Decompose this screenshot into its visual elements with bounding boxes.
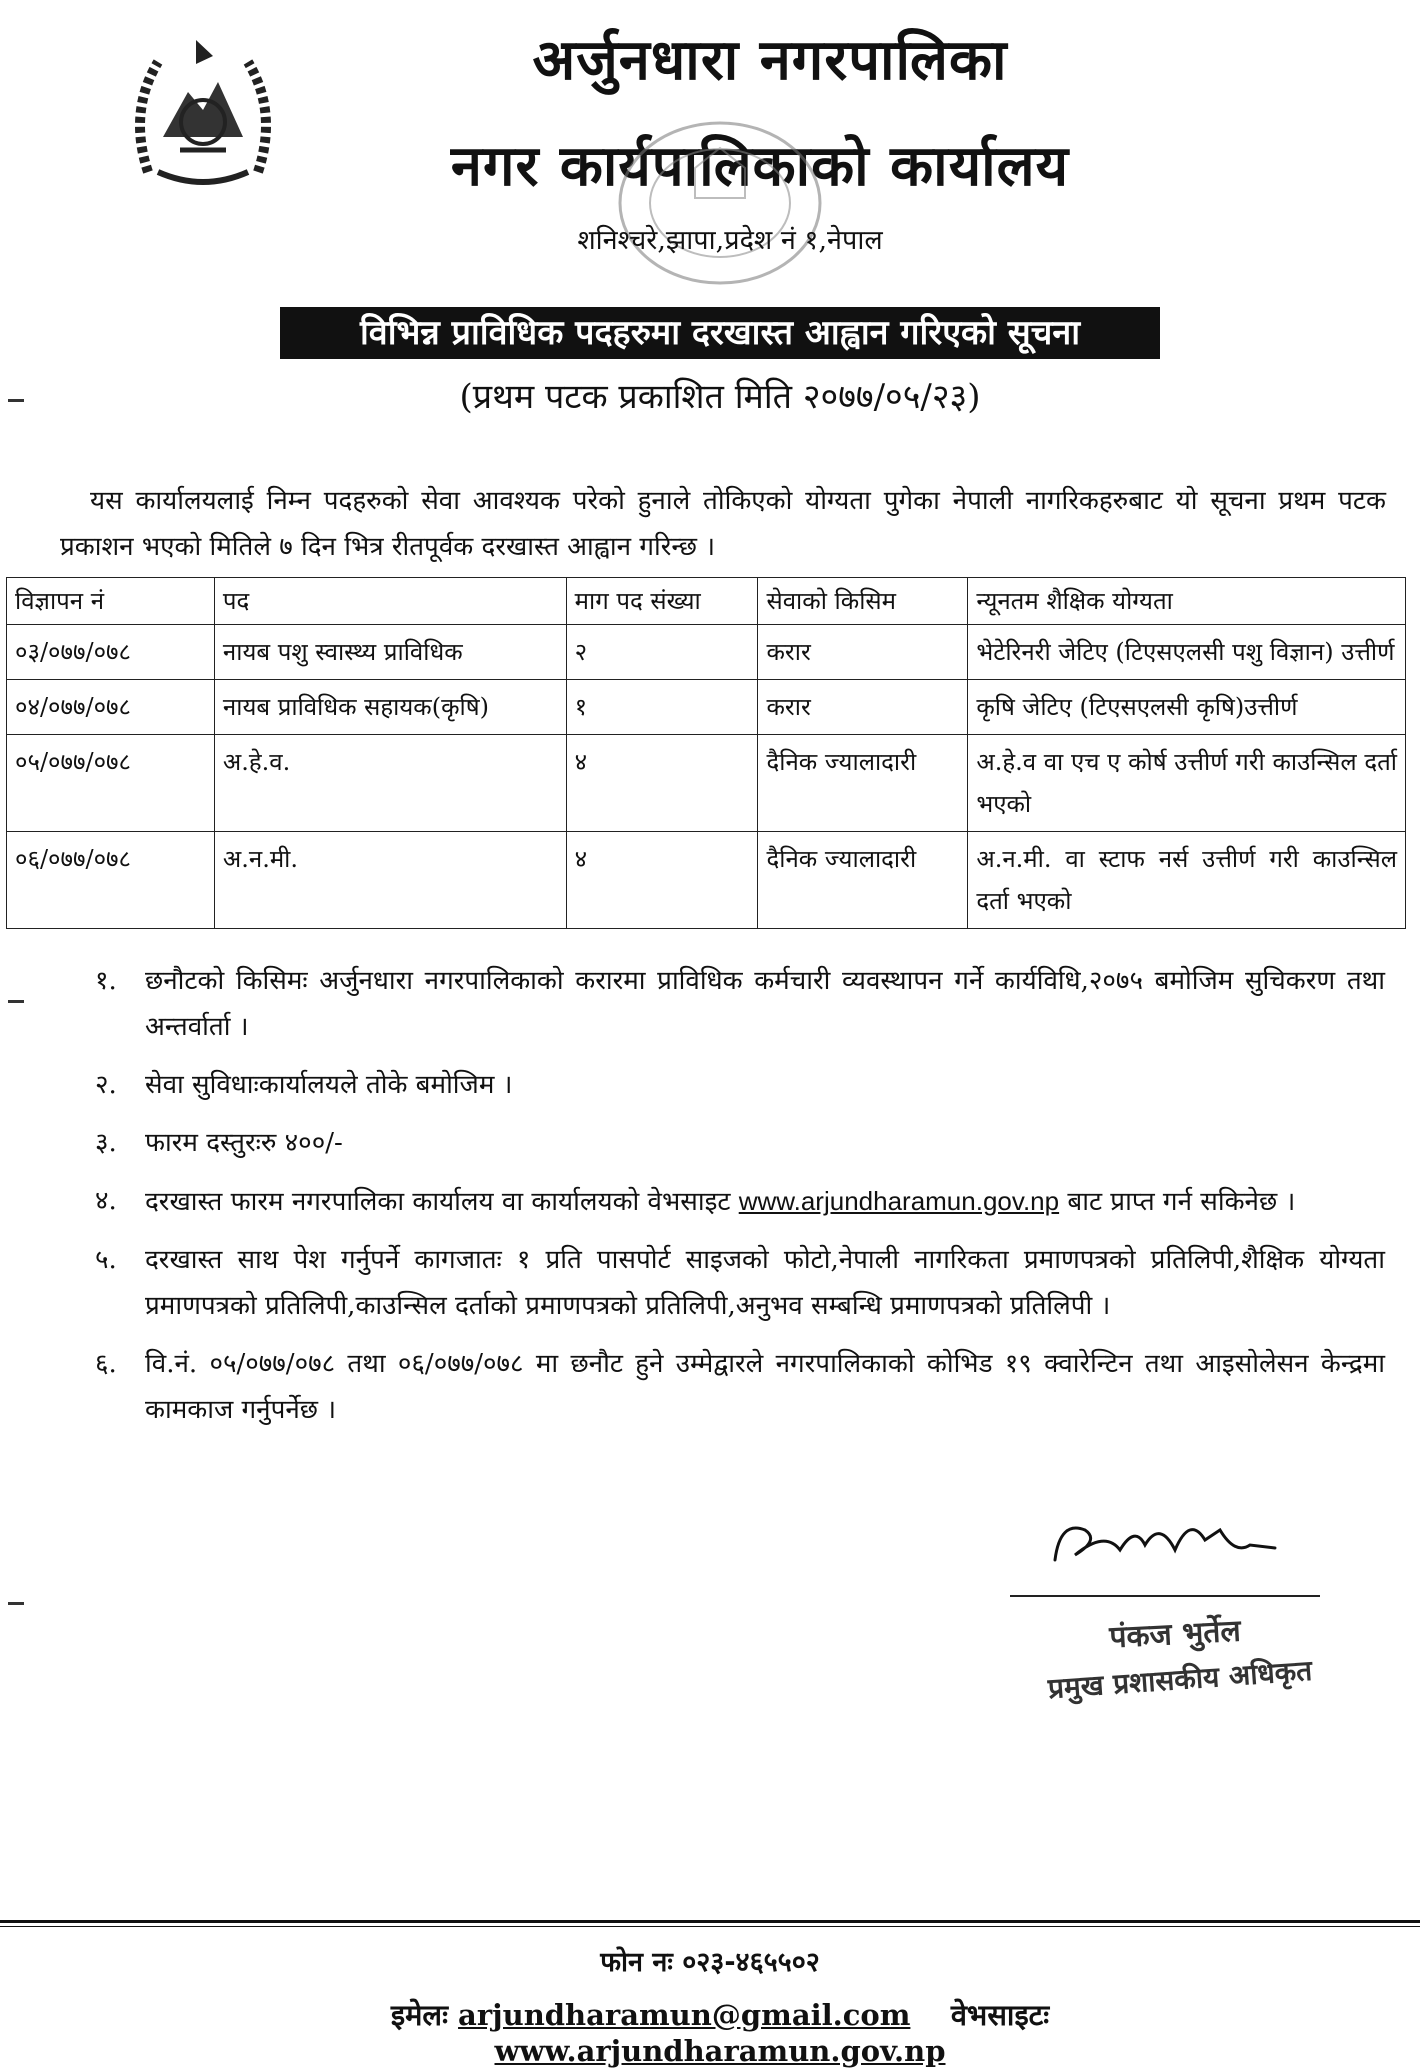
cell-positions: ४ — [566, 735, 758, 832]
cell-ad-number: ०४/०७७/०७८ — [7, 680, 215, 735]
cell-ad-number: ०६/०७७/०७८ — [7, 832, 215, 929]
list-item — [95, 1062, 1385, 1108]
list-item — [95, 958, 1385, 1050]
cell-post: अ.हे.व. — [214, 735, 566, 832]
cell-post: नायब प्राविधिक सहायक(कृषि) — [214, 680, 566, 735]
intro-paragraph: यस कार्यालयलाई निम्न पदहरुको सेवा आवश्यक परेको हुनाले तोकिएको योग्यता पुगेका नेपाली नागरिकहरुबाट यो सूचना प्रथम पटक प्रकाशन भएको मितिले ७ दिन भित्र रीतपूर्वक दरखास्त आह्वान गरिन्छ । — [60, 486, 1386, 562]
signatory-title: प्रमुख प्रशासकीय अधिकृत — [1046, 1653, 1314, 1706]
email-link[interactable]: arjundharamun@gmail.com — [458, 1998, 911, 2032]
footer-phone: फोन नः ०२३-४६५५०२ — [600, 1947, 820, 1978]
list-item-number: १. — [95, 966, 117, 996]
cell-positions: २ — [566, 625, 758, 680]
website-label: वेभसाइटः — [950, 1998, 1050, 2032]
header-ad-number: विज्ञापन नं — [7, 578, 215, 625]
list-item-text-before: दरखास्त फारम नगरपालिका कार्यालय वा कार्यालयको वेभसाइट — [145, 1187, 739, 1217]
publication-date: (प्रथम पटक प्रकाशित मिति २०७७/०५/२३) — [459, 377, 981, 417]
footer-contact — [170, 1995, 1270, 2068]
list-item — [95, 1237, 1385, 1329]
header-positions: माग पद संख्या — [566, 578, 758, 625]
signatory-name: पंकज भुर्तेल — [1108, 1613, 1242, 1656]
website-link[interactable]: www.arjundharamun.gov.np — [738, 1186, 1060, 1216]
list-item-text: फारम दस्तुरःरु ४००/- — [145, 1128, 343, 1158]
list-item-text: छनौटको किसिमः अर्जुनधारा नगरपालिकाको करारमा प्राविधिक कर्मचारी व्यवस्थापन गर्ने कार्यविधि,२०७५ बमोजिम सुचिकरण तथा अन्तर्वार्ता । — [145, 966, 1385, 1042]
margin-mark — [8, 399, 24, 402]
list-item-number: ४. — [95, 1186, 117, 1216]
cell-qualification: भेटेरिनरी जेटिए (टिएसएलसी पशु विज्ञान) उत्तीर्ण — [968, 625, 1406, 680]
signature-line — [1010, 1595, 1320, 1597]
office-title: नगर कार्यपालिकाको कार्यालय — [450, 133, 1070, 199]
list-item-number: ६. — [95, 1349, 117, 1379]
cell-service-type: दैनिक ज्यालादारी — [758, 832, 968, 929]
office-seal-icon — [595, 108, 845, 308]
list-item — [95, 1341, 1385, 1433]
cell-positions: ४ — [566, 832, 758, 929]
municipality-title: अर्जुनधारा नगरपालिका — [532, 27, 1008, 93]
list-item-number: २. — [95, 1070, 117, 1100]
table-row — [7, 735, 1406, 832]
cell-post: अ.न.मी. — [214, 832, 566, 929]
footer-divider — [0, 1920, 1420, 1923]
header-qualification: न्यूनतम शैक्षिक योग्यता — [968, 578, 1406, 625]
footer-divider — [0, 1926, 1420, 1927]
list-item-text — [145, 1178, 1385, 1225]
cell-service-type: करार — [758, 625, 968, 680]
cell-qualification: कृषि जेटिए (टिएसएलसी कृषि)उत्तीर्ण — [968, 680, 1406, 735]
cell-ad-number: ०३/०७७/०७८ — [7, 625, 215, 680]
list-item-text-after: बाट प्राप्त गर्न सकिनेछ । — [1059, 1187, 1296, 1217]
cell-service-type: करार — [758, 680, 968, 735]
margin-mark — [8, 1000, 24, 1003]
conditions-list — [95, 958, 1385, 1445]
nepal-emblem-icon — [118, 22, 288, 192]
table-row — [7, 680, 1406, 735]
notice-banner: विभिन्न प्राविधिक पदहरुमा दरखास्त आह्वान गरिएको सूचना — [280, 307, 1160, 359]
cell-service-type: दैनिक ज्यालादारी — [758, 735, 968, 832]
handwritten-signature-icon — [1045, 1500, 1285, 1580]
cell-qualification: अ.हे.व वा एच ए कोर्ष उत्तीर्ण गरी काउन्सिल दर्ता भएको — [968, 735, 1406, 832]
website-footer-link[interactable]: www.arjundharamun.gov.np — [494, 2034, 946, 2068]
list-item — [95, 1120, 1385, 1166]
header-service-type: सेवाको किसिम — [758, 578, 968, 625]
office-address: शनिश्चरे,झापा,प्रदेश नं १,नेपाल — [577, 225, 883, 256]
list-item-text: दरखास्त साथ पेश गर्नुपर्ने कागजातः १ प्रति पासपोर्ट साइजको फोटो,नेपाली नागरिकता प्रमाणपत्रको प्रतिलिपी,शैक्षिक योग्यता प्रमाणपत्रको प्रतिलिपी,काउन्सिल दर्ताको प्रमाणपत्रको प्रतिलिपी,अनुभव सम्बन्धि प्रमाणपत्रको प्रतिलिपी । — [145, 1245, 1385, 1321]
vacancy-table — [6, 577, 1406, 929]
list-item-text: वि.नं. ०५/०७७/०७८ तथा ०६/०७७/०७८ मा छनौट हुने उम्मेद्वारले नगरपालिकाको कोभिड १९ क्वारेन्टिन तथा आइसोलेसन केन्द्रमा कामकाज गर्नुपर्नेछ । — [145, 1349, 1385, 1425]
margin-mark — [8, 1602, 24, 1605]
table-header-row — [7, 578, 1406, 625]
email-label: इमेलः — [390, 1998, 448, 2032]
list-item-text: सेवा सुविधाःकार्यालयले तोके बमोजिम । — [145, 1070, 513, 1100]
cell-ad-number: ०५/०७७/०७८ — [7, 735, 215, 832]
list-item-number: ३. — [95, 1128, 117, 1158]
list-item — [95, 1178, 1385, 1225]
cell-positions: १ — [566, 680, 758, 735]
header-post: पद — [214, 578, 566, 625]
table-row — [7, 832, 1406, 929]
list-item-number: ५. — [95, 1245, 117, 1275]
table-row — [7, 625, 1406, 680]
cell-qualification: अ.न.मी. वा स्टाफ नर्स उत्तीर्ण गरी काउन्सिल दर्ता भएको — [968, 832, 1406, 929]
cell-post: नायब पशु स्वास्थ्य प्राविधिक — [214, 625, 566, 680]
